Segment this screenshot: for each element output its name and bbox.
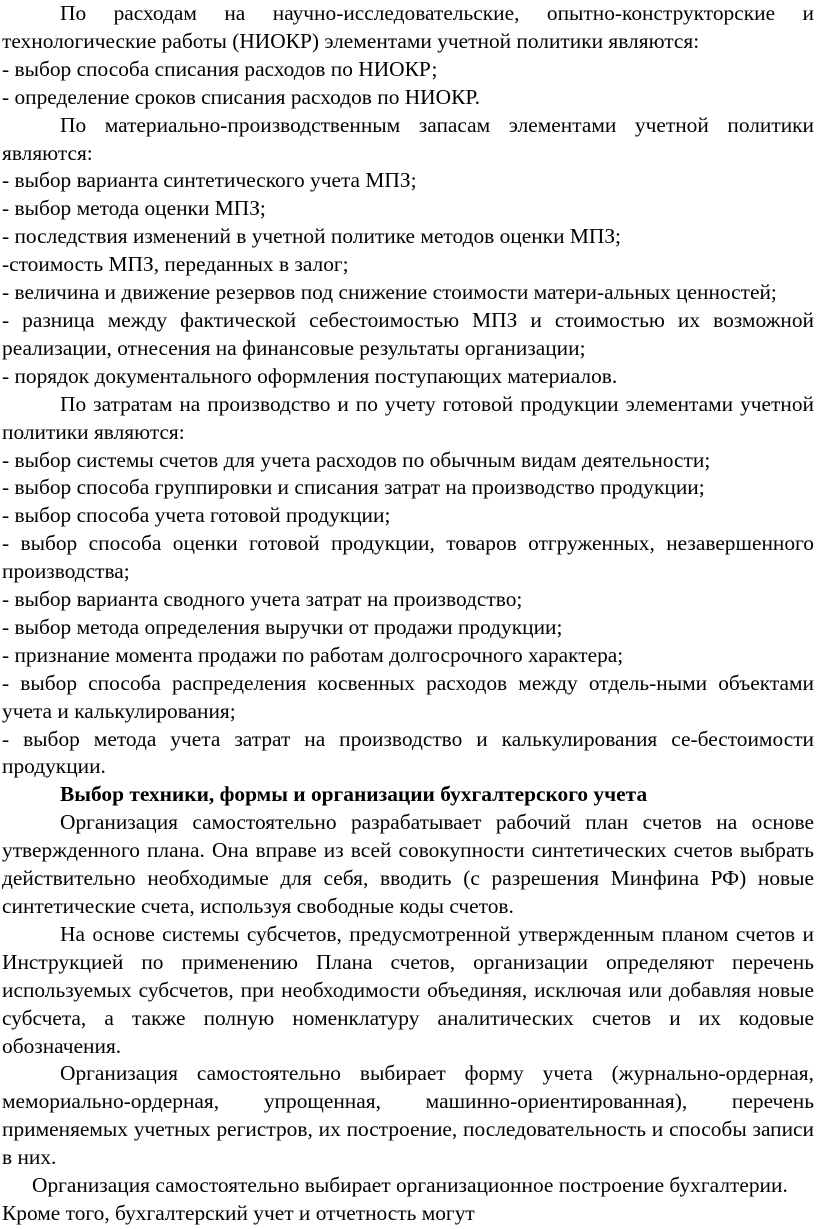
prod-item: - выбор способа группировки и списания затрат на производство продукции; [2,475,705,500]
paragraph-organization: Организация самостоятельно выбирает организационное построение бухгалтерии. Кроме того, бухгалтерский учет и отчетность могут [2,1173,788,1225]
prod-item: - признание момента продажи по работам долгосрочного характера; [2,642,624,667]
prod-item: - выбор способа распределения косвенных расходов между отдель-ными объектами учета и калькулирования; [2,670,814,723]
prod-item: - выбор способа оценки готовой продукции, товаров отгруженных, незавершенного производства; [2,531,814,584]
mpz-intro: По материально-производственным запасам элементами учетной политики являются: [2,112,814,165]
prod-intro: По затратам на производство и по учету готовой продукции элементами учетной политики являются: [2,391,814,444]
prod-item: - выбор варианта сводного учета затрат на производство; [2,587,523,612]
prod-item: - выбор метода учета затрат на производство и калькулирования се-бестоимости продукции. [2,726,814,779]
paragraph-chart-of-accounts: Организация самостоятельно разрабатывает рабочий план счетов на основе утвержденного плана. Она вправе из всей совокупности синтетических счетов выбрать действительно необходимые для себя, вводить (с разрешения Минфина РФ) новые синтетические счета, используя свободные коды счетов. [2,810,814,918]
mpz-item: - порядок документального оформления поступающих материалов. [2,363,618,388]
mpz-item: - величина и движение резервов под снижение стоимости матери-альных ценностей; [2,280,777,305]
niokr-item: - определение сроков списания расходов по НИОКР. [2,84,480,109]
mpz-item: - разница между фактической себестоимостью МПЗ и стоимостью их возможной реализации, отнесения на финансовые результаты организации; [2,307,814,360]
mpz-item: - последствия изменений в учетной политике методов оценки МПЗ; [2,224,622,249]
niokr-item: - выбор способа списания расходов по НИОКР; [2,56,438,81]
mpz-item: - выбор варианта синтетического учета МПЗ; [2,168,417,193]
prod-item: - выбор системы счетов для учета расходов по обычным видам деятельности; [2,447,711,472]
niokr-intro: По расходам на научно-исследовательские, опытно-конструкторские и технологические работы (НИОКР) элементами учетной политики являются: [2,1,814,53]
section-heading: Выбор техники, формы и организации бухгалтерского учета [60,782,648,807]
mpz-item: - выбор метода оценки МПЗ; [2,196,266,221]
prod-item: - выбор метода определения выручки от продажи продукции; [2,614,563,639]
document-page [2,0,814,1228]
prod-item: - выбор способа учета готовой продукции; [2,503,391,528]
mpz-item: -стоимость МПЗ, переданных в залог; [2,252,349,277]
paragraph-subaccounts: На основе системы субсчетов, предусмотренной утвержденным планом счетов и Инструкцией по применению Плана счетов, организации определяют перечень используемых субсчетов, при необходимости объединяя, исключая или добавляя новые субсчета, а также полную номенклатуру аналитических счетов и их кодовые обозначения. [2,921,814,1058]
paragraph-accounting-form: Организация самостоятельно выбирает форму учета (журнально-ордерная, мемориально-ордерная, упрощенная, машинно-ориентированная), перечень применяемых учетных регистров, их построение, последовательность и способы записи в них. [2,1061,814,1170]
